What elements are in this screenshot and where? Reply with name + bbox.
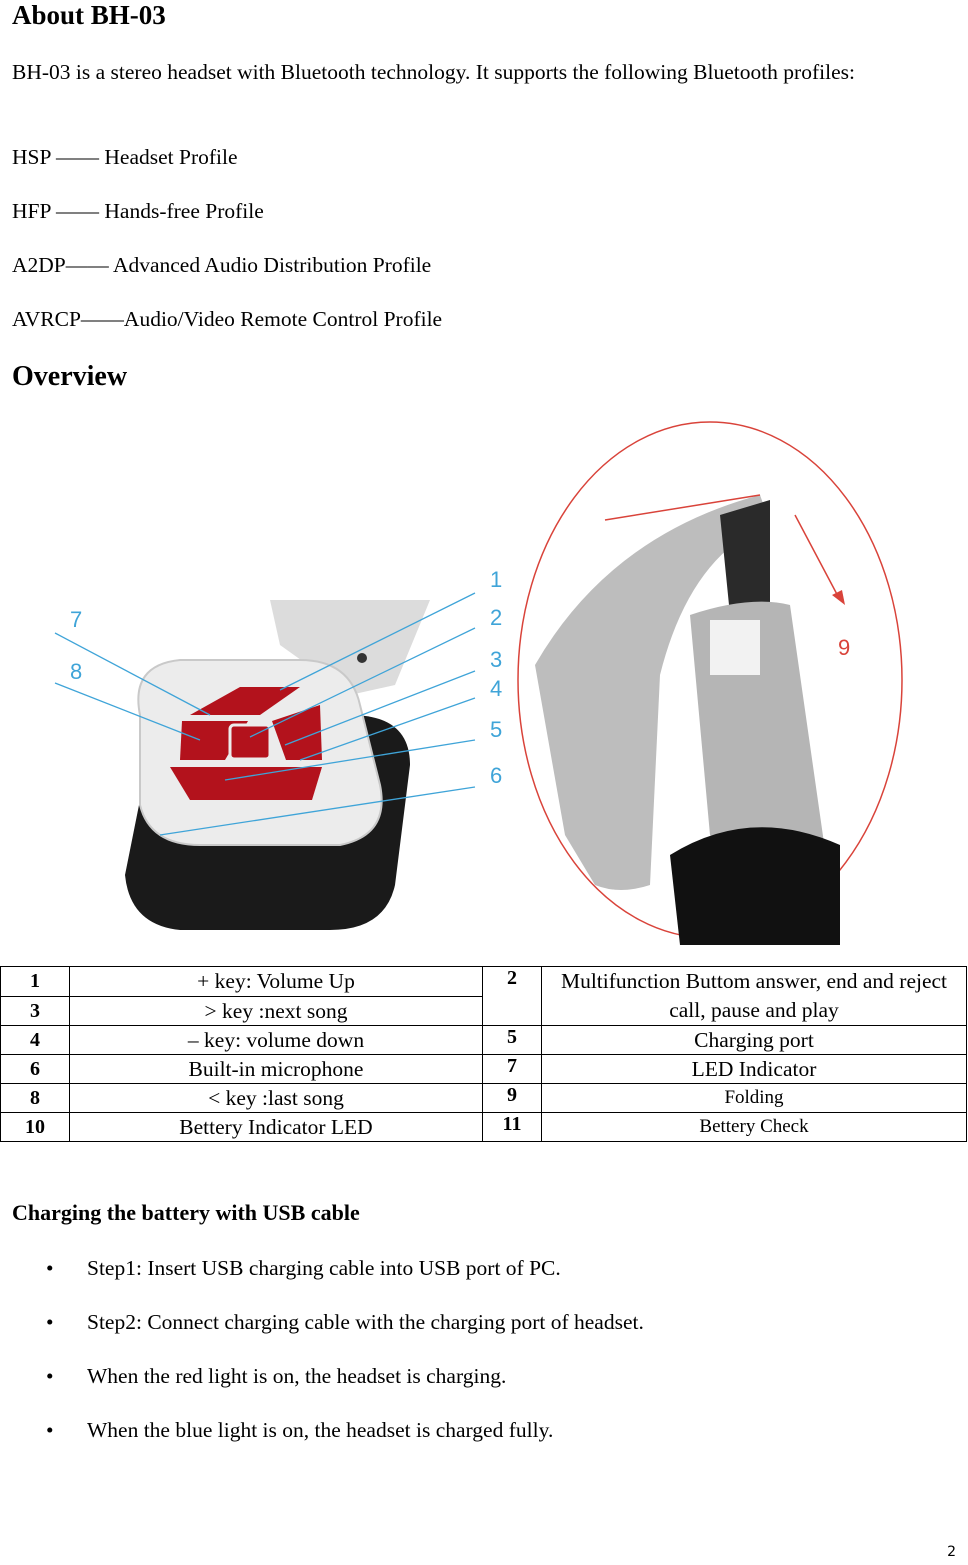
table-cell-number: 5: [483, 1026, 542, 1055]
list-item: [0, 1250, 644, 1304]
callout-3: 3: [490, 647, 503, 672]
list-item-text: When the red light is on, the headset is charging.: [87, 1364, 507, 1388]
list-item-text: When the blue light is on, the headset is charged fully.: [87, 1418, 554, 1442]
volume-down-key: [170, 767, 322, 800]
profile-avrcp: AVRCP——Audio/Video Remote Control Profile: [12, 307, 443, 331]
table-cell-description: Multifunction Buttom answer, end and reject call, pause and play: [542, 967, 967, 1026]
table-cell-number: 11: [483, 1113, 542, 1142]
headset-overview-figure: [50, 415, 910, 945]
list-item: [0, 1412, 644, 1466]
table-row: [1, 1026, 967, 1055]
table-cell-number: 10: [1, 1113, 70, 1142]
callout-8: 8: [70, 659, 83, 684]
callout-6: 6: [490, 763, 503, 788]
callout-7: 7: [70, 607, 83, 632]
table-cell-description: Built-in microphone: [70, 1055, 483, 1084]
table-cell-number: 6: [1, 1055, 70, 1084]
feature-table: [0, 966, 967, 1142]
table-cell-number: 2: [483, 967, 542, 1026]
table-row: [1, 1113, 967, 1142]
profile-hfp: HFP —— Hands-free Profile: [12, 199, 264, 223]
table-cell-description: Bettery Indicator LED: [70, 1113, 483, 1142]
bullet: •: [46, 1310, 54, 1334]
intro-paragraph: BH-03 is a stereo headset with Bluetooth technology. It supports the following Bluetooth profiles:: [12, 60, 855, 84]
callout-2: 2: [490, 605, 503, 630]
table-cell-description: Folding: [542, 1084, 967, 1113]
heading-charging: Charging the battery with USB cable: [12, 1200, 360, 1225]
table-cell-number: 3: [1, 996, 70, 1026]
table-cell-description: > key :next song: [70, 996, 483, 1026]
table-cell-description: + key: Volume Up: [70, 967, 483, 997]
callout-9: 9: [838, 635, 851, 660]
table-cell-number: 8: [1, 1084, 70, 1113]
bullet: •: [46, 1364, 54, 1388]
table-cell-description: < key :last song: [70, 1084, 483, 1113]
bullet: •: [46, 1418, 54, 1442]
table-cell-description: Charging port: [542, 1026, 967, 1055]
callout-5: 5: [490, 717, 503, 742]
table-cell-description: – key: volume down: [70, 1026, 483, 1055]
table-row: [1, 967, 967, 997]
callout-4: 4: [490, 676, 503, 701]
list-item-text: Step2: Connect charging cable with the charging port of headset.: [87, 1310, 644, 1334]
callout-1: 1: [490, 567, 503, 592]
table-cell-number: 1: [1, 967, 70, 997]
page-number: 2: [947, 1544, 956, 1560]
table-row: [1, 1055, 967, 1084]
list-item: [0, 1304, 644, 1358]
table-cell-number: 9: [483, 1084, 542, 1113]
table-cell-description: LED Indicator: [542, 1055, 967, 1084]
table-cell-number: 4: [1, 1026, 70, 1055]
table-cell-number: 7: [483, 1055, 542, 1084]
profile-hsp: HSP —— Headset Profile: [12, 145, 238, 169]
list-item: [0, 1358, 644, 1412]
folding-detail-illustration: [518, 422, 902, 945]
table-row: [1, 1084, 967, 1113]
heading-overview: Overview: [12, 361, 128, 392]
control-pad-illustration: [125, 600, 430, 930]
table-cell-description: Bettery Check: [542, 1113, 967, 1142]
bullet: •: [46, 1256, 54, 1280]
list-item-text: Step1: Insert USB charging cable into USB port of PC.: [87, 1256, 561, 1280]
headset-illustration: [50, 415, 910, 945]
heading-about: About BH-03: [12, 0, 166, 30]
charging-steps-list: [0, 1250, 644, 1466]
profile-a2dp: A2DP—— Advanced Audio Distribution Profile: [12, 253, 432, 277]
